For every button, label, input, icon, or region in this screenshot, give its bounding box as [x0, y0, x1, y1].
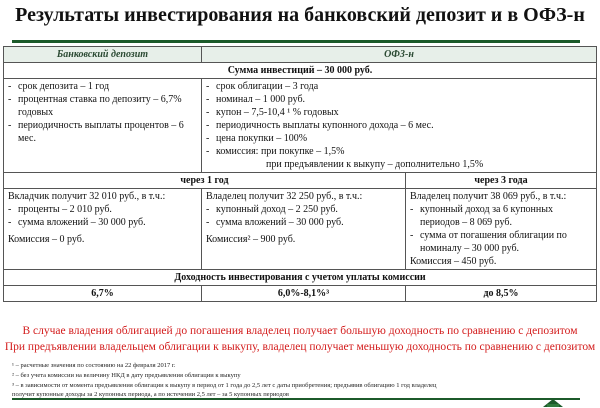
ofz-term: - срок облигации – 3 года — [206, 80, 592, 93]
ofz-3y-result-cell — [406, 189, 597, 270]
ofz-term: - периодичность выплаты купонного дохода – 6 мес. — [206, 119, 592, 132]
result-item: - сумма от погашения облигации по номиналу – 30 000 руб. — [410, 229, 592, 255]
ofz-terms-cell — [202, 79, 597, 173]
after-3-years-header: через 3 года — [406, 173, 597, 189]
footnote: получит купонные доходы за 2 купонных периода, а по истечении 2,5 лет – за 5 купонных периодов — [12, 391, 289, 398]
ofz-term: - цена покупки – 100% — [206, 132, 592, 145]
deposit-header: Банковский депозит — [4, 47, 202, 63]
result-commission: Комиссия² – 900 руб. — [206, 234, 296, 245]
ofz-header: ОФЗ-н — [202, 47, 597, 63]
ofz-1y-result-cell — [202, 189, 406, 270]
deposit-term: - срок депозита – 1 год — [8, 80, 197, 93]
deposit-result-cell — [4, 189, 202, 270]
ofz-term: - купон – 7,5-10,4 ¹ % годовых — [206, 106, 592, 119]
after-1-year-header: через 1 год — [4, 173, 406, 189]
result-commission: Комиссия – 450 руб. — [410, 256, 497, 267]
yield-deposit: 6,7% — [4, 286, 202, 302]
footnote: ² – без учета комиссии на величину НКД в дату предъявления облигации к выкупу — [12, 372, 241, 379]
result-head: Владелец получит 32 250 руб., в т.ч.: — [206, 191, 363, 202]
footnote: ¹ – расчетные значения по состоянию на 22 февраля 2017 г. — [12, 362, 176, 369]
page-title: Результаты инвестирования на банковский депозит и в ОФЗ-н — [15, 4, 585, 26]
result-item: - купонный доход за 6 купонных периодов – 8 069 руб. — [410, 203, 592, 229]
yield-ofz-1y: 6,0%-8,1%³ — [202, 286, 406, 302]
result-item: - купонный доход – 2 250 руб. — [206, 203, 401, 216]
deposit-term: - процентная ставка по депозиту – 6,7% годовых — [8, 93, 197, 119]
investment-sum: Сумма инвестиций – 30 000 руб. — [4, 63, 597, 79]
comparison-table — [3, 46, 597, 302]
ofz-term: - номинал – 1 000 руб. — [206, 93, 592, 106]
result-commission: Комиссия – 0 руб. — [8, 234, 85, 245]
result-item: - проценты – 2 010 руб. — [8, 203, 197, 216]
yield-ofz-3y: до 8,5% — [406, 286, 597, 302]
deposit-terms-cell — [4, 79, 202, 173]
top-divider — [12, 40, 580, 43]
conclusion-note: При предъявлении владельцем облигации к выкупу, владелец получает меньшую доходность по сравнению с депозитом — [4, 341, 596, 353]
ofz-term: - комиссия: при покупке – 1,5% — [206, 145, 592, 158]
result-head: Владелец получит 38 069 руб., в т.ч.: — [410, 191, 567, 202]
emblem-icon — [542, 398, 564, 407]
bottom-divider — [12, 398, 580, 400]
result-item: - сумма вложений – 30 000 руб. — [8, 216, 197, 229]
result-head: Вкладчик получит 32 010 руб., в т.ч.: — [8, 191, 166, 202]
result-item: - сумма вложений – 30 000 руб. — [206, 216, 401, 229]
conclusion-note: В случае владения облигацией до погашения владелец получает большую доходность по сравнению с депозитом — [22, 325, 578, 337]
deposit-term: - периодичность выплаты процентов – 6 мес. — [8, 119, 197, 145]
ofz-term-extra: при предъявлении к выкупу – дополнительно 1,5% — [266, 159, 484, 170]
footnote: ³ – в зависимости от момента предъявления облигации к выкупу в период от 1 года до 2,5 лет с даты приобретения; предъявив облигацию 1 год владелец — [12, 382, 437, 389]
yield-header: Доходность инвестирования с учетом уплаты комиссии — [4, 270, 597, 286]
